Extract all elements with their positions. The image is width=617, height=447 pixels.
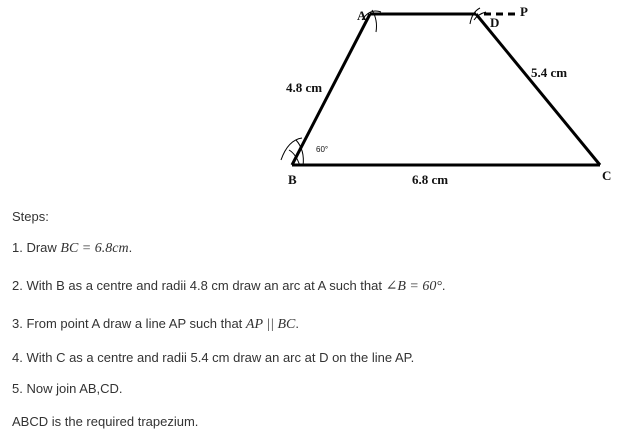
- length-ab-label: 4.8 cm: [286, 80, 323, 95]
- step-1-text: 1. Draw: [12, 240, 61, 255]
- point-d-label: D: [490, 15, 500, 30]
- angle-b-label: 60°: [316, 145, 329, 154]
- step-1-end: .: [128, 240, 133, 255]
- step-4: 4. With C as a centre and radii 5.4 cm draw an arc at D on the line AP.: [12, 350, 415, 365]
- point-p-label: P: [520, 4, 528, 19]
- step-3: [12, 317, 299, 331]
- conclusion: ABCD is the required trapezium.: [12, 414, 199, 429]
- step-2: [12, 279, 446, 293]
- point-b-label: B: [288, 172, 297, 187]
- step-3-math: AP || BC: [245, 317, 296, 332]
- length-cd-label: 5.4 cm: [531, 65, 568, 80]
- point-c-label: C: [602, 168, 612, 183]
- side-cd: [476, 14, 600, 165]
- step-5: 5. Now join AB,CD.: [12, 381, 123, 396]
- step-3-end: .: [295, 316, 299, 331]
- step-3-text: 3. From point A draw a line AP such that: [12, 316, 246, 331]
- step-2-text: 2. With B as a centre and radii 4.8 cm draw an arc at A such that: [12, 278, 386, 293]
- length-bc-label: 6.8 cm: [412, 172, 449, 187]
- steps-heading: Steps:: [12, 209, 49, 224]
- trapezium-construction-diagram: [0, 0, 617, 200]
- step-1: [12, 241, 132, 255]
- step-2-math: ∠B = 60°: [385, 279, 442, 294]
- step-2-end: .: [441, 278, 446, 293]
- step-1-math: BC = 6.8cm: [60, 241, 129, 256]
- point-a-label: A: [357, 8, 367, 23]
